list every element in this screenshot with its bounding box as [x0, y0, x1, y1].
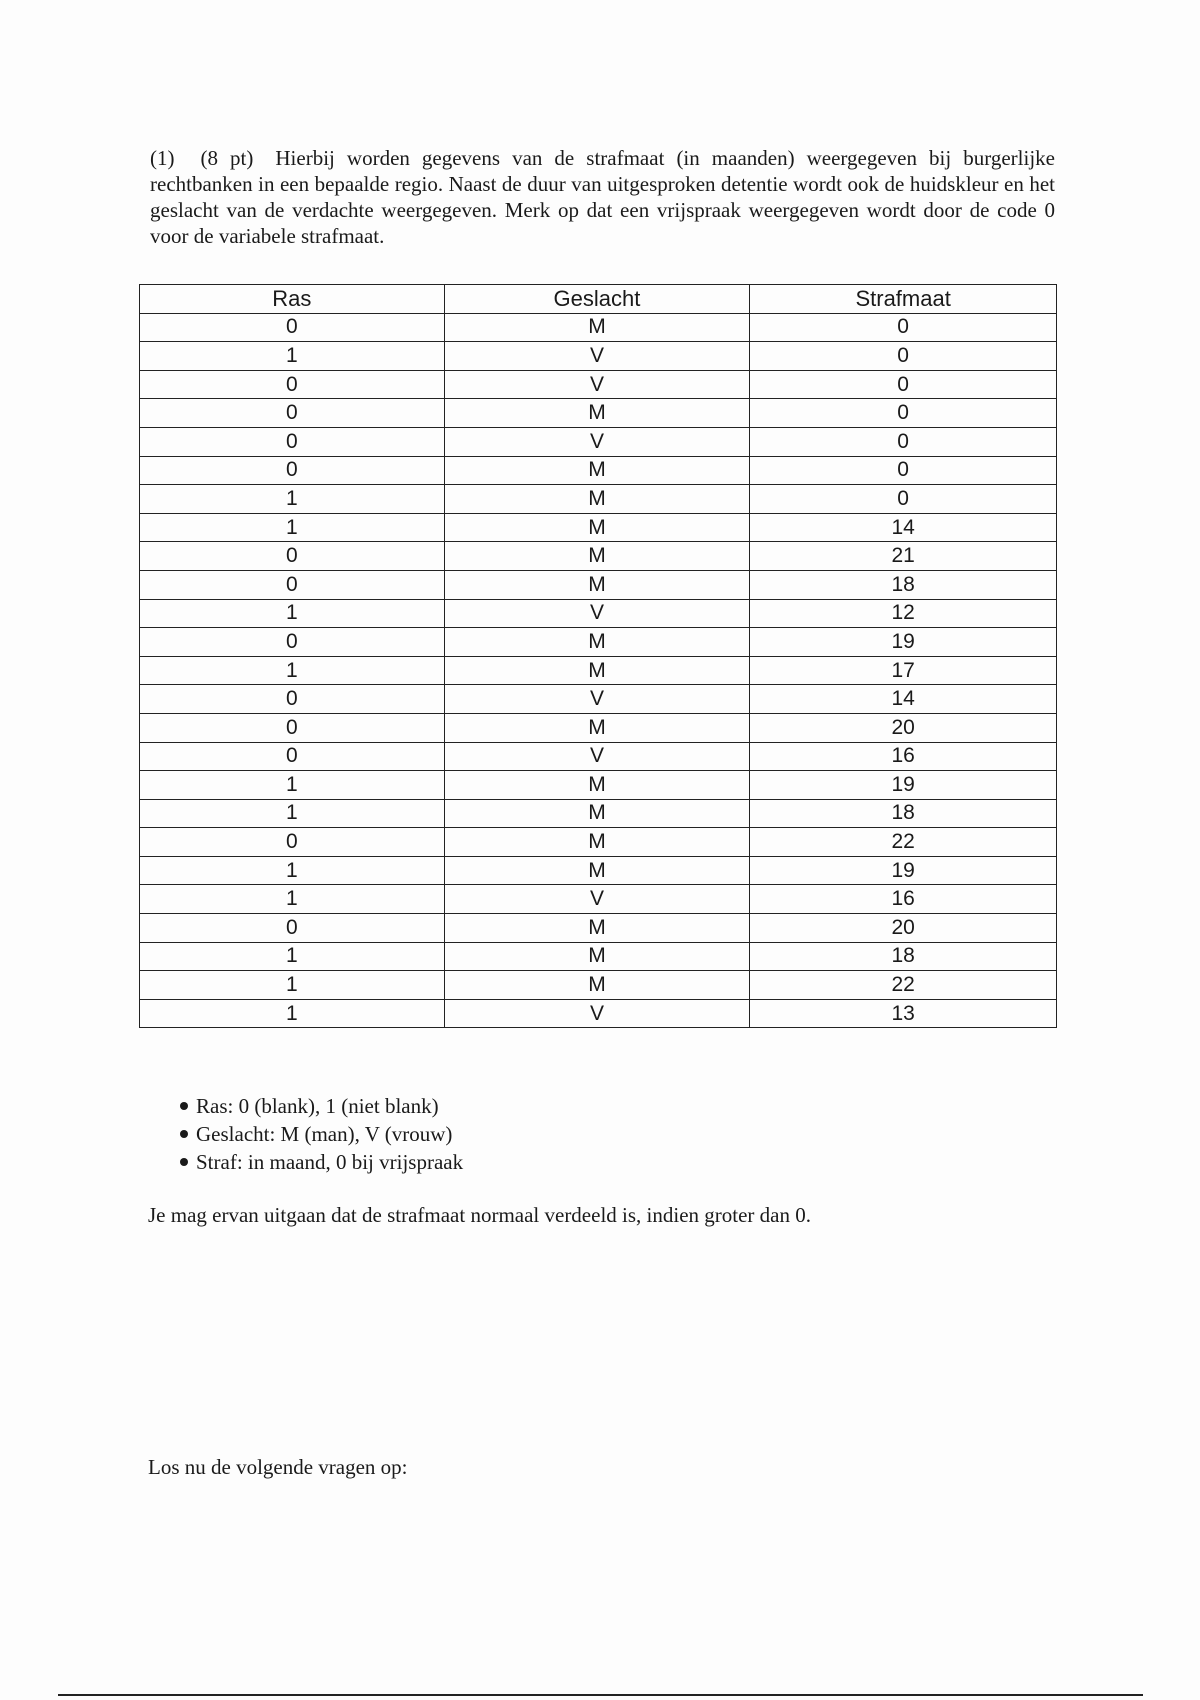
table-row: [140, 942, 1057, 971]
cell-geslacht: M: [444, 570, 750, 599]
table-row: [140, 685, 1057, 714]
cell-strafmaat: 0: [750, 427, 1057, 456]
cell-ras: 0: [140, 828, 445, 857]
table-row: [140, 485, 1057, 514]
table-row: [140, 656, 1057, 685]
cell-geslacht: M: [444, 971, 750, 1000]
cell-geslacht: M: [444, 542, 750, 571]
bullet-icon: [180, 1130, 188, 1138]
bullet-icon: [180, 1158, 188, 1166]
header-strafmaat: Strafmaat: [750, 285, 1057, 314]
cell-ras: 0: [140, 370, 445, 399]
distribution-note: Je mag ervan uitgaan dat de strafmaat normaal verdeeld is, indien groter dan 0.: [148, 1203, 811, 1227]
cell-geslacht: V: [444, 685, 750, 714]
cell-ras: 1: [140, 971, 445, 1000]
table-row: [140, 313, 1057, 342]
cell-geslacht: M: [444, 828, 750, 857]
table-row: [140, 570, 1057, 599]
legend-item: [180, 1092, 463, 1120]
bullet-icon: [180, 1102, 188, 1110]
cell-ras: 1: [140, 656, 445, 685]
cell-strafmaat: 20: [750, 914, 1057, 943]
cell-strafmaat: 0: [750, 456, 1057, 485]
cell-geslacht: V: [444, 742, 750, 771]
cell-ras: 1: [140, 799, 445, 828]
cell-strafmaat: 0: [750, 370, 1057, 399]
table-row: [140, 427, 1057, 456]
cell-strafmaat: 22: [750, 971, 1057, 1000]
cell-geslacht: M: [444, 456, 750, 485]
cell-strafmaat: 19: [750, 628, 1057, 657]
table-row: [140, 999, 1057, 1028]
table-row: [140, 399, 1057, 428]
cell-strafmaat: 18: [750, 942, 1057, 971]
table-row: [140, 742, 1057, 771]
cell-ras: 0: [140, 456, 445, 485]
cell-strafmaat: 19: [750, 856, 1057, 885]
cell-geslacht: V: [444, 427, 750, 456]
header-ras: Ras: [140, 285, 445, 314]
table-row: [140, 370, 1057, 399]
cell-strafmaat: 14: [750, 685, 1057, 714]
legend-text: Geslacht: M (man), V (vrouw): [196, 1122, 453, 1146]
header-geslacht: Geslacht: [444, 285, 750, 314]
legend-text: Ras: 0 (blank), 1 (niet blank): [196, 1094, 439, 1118]
cell-geslacht: V: [444, 370, 750, 399]
cell-ras: 1: [140, 599, 445, 628]
cell-ras: 0: [140, 742, 445, 771]
table-row: [140, 542, 1057, 571]
cell-geslacht: V: [444, 342, 750, 371]
cell-ras: 1: [140, 771, 445, 800]
cell-ras: 1: [140, 485, 445, 514]
legend-list: [180, 1092, 463, 1176]
legend-item: [180, 1148, 463, 1176]
cell-geslacht: M: [444, 856, 750, 885]
cell-strafmaat: 14: [750, 513, 1057, 542]
cell-geslacht: M: [444, 399, 750, 428]
cell-geslacht: V: [444, 599, 750, 628]
cell-ras: 0: [140, 313, 445, 342]
cell-strafmaat: 18: [750, 570, 1057, 599]
cell-geslacht: M: [444, 771, 750, 800]
data-table: [139, 284, 1057, 1028]
legend-text: Straf: in maand, 0 bij vrijspraak: [196, 1150, 464, 1174]
cell-geslacht: M: [444, 485, 750, 514]
cell-ras: 1: [140, 885, 445, 914]
cell-strafmaat: 21: [750, 542, 1057, 571]
cell-strafmaat: 12: [750, 599, 1057, 628]
table-row: [140, 971, 1057, 1000]
table-row: [140, 828, 1057, 857]
legend-item: [180, 1120, 463, 1148]
table-row: [140, 856, 1057, 885]
table-body: [140, 313, 1057, 1028]
cell-geslacht: M: [444, 942, 750, 971]
cell-strafmaat: 0: [750, 342, 1057, 371]
cell-ras: 1: [140, 856, 445, 885]
cell-strafmaat: 13: [750, 999, 1057, 1028]
cell-strafmaat: 17: [750, 656, 1057, 685]
cell-geslacht: M: [444, 313, 750, 342]
table-row: [140, 599, 1057, 628]
cell-ras: 0: [140, 628, 445, 657]
table-row: [140, 713, 1057, 742]
question-points: (8 pt): [200, 146, 254, 170]
table-row: [140, 885, 1057, 914]
table-row: [140, 342, 1057, 371]
cell-ras: 1: [140, 513, 445, 542]
cell-geslacht: M: [444, 513, 750, 542]
table-row: [140, 771, 1057, 800]
table-row: [140, 799, 1057, 828]
table-row: [140, 456, 1057, 485]
cell-ras: 0: [140, 914, 445, 943]
cell-geslacht: V: [444, 999, 750, 1028]
cell-geslacht: M: [444, 656, 750, 685]
question-text: Hierbij worden gegevens van de strafmaat (in maanden) weergegeven bij burgerlijke rechtbanken in een bepaalde regio. Naast de duur van uitgesproken detentie wordt ook de huidskleur en het geslacht van de verdachte weergegeven. Merk op dat een vrijspraak weergegeven wordt door de code 0 voor de variabele strafmaat.: [150, 146, 1055, 248]
bottom-divider: [58, 1694, 1143, 1696]
instruction-text: Los nu de volgende vragen op:: [148, 1455, 408, 1479]
cell-geslacht: M: [444, 914, 750, 943]
cell-strafmaat: 20: [750, 713, 1057, 742]
cell-ras: 0: [140, 427, 445, 456]
cell-strafmaat: 16: [750, 742, 1057, 771]
cell-geslacht: M: [444, 799, 750, 828]
cell-ras: 1: [140, 942, 445, 971]
table-header-row: [140, 285, 1057, 314]
question-intro: [150, 145, 1055, 249]
cell-ras: 1: [140, 999, 445, 1028]
cell-ras: 0: [140, 713, 445, 742]
cell-strafmaat: 19: [750, 771, 1057, 800]
table-row: [140, 628, 1057, 657]
cell-strafmaat: 0: [750, 399, 1057, 428]
cell-strafmaat: 0: [750, 485, 1057, 514]
cell-geslacht: M: [444, 713, 750, 742]
cell-strafmaat: 0: [750, 313, 1057, 342]
cell-ras: 1: [140, 342, 445, 371]
table-row: [140, 914, 1057, 943]
cell-geslacht: M: [444, 628, 750, 657]
question-number: (1): [150, 146, 175, 170]
cell-strafmaat: 18: [750, 799, 1057, 828]
cell-ras: 0: [140, 685, 445, 714]
cell-ras: 0: [140, 570, 445, 599]
cell-ras: 0: [140, 399, 445, 428]
cell-ras: 0: [140, 542, 445, 571]
cell-geslacht: V: [444, 885, 750, 914]
cell-strafmaat: 16: [750, 885, 1057, 914]
table-row: [140, 513, 1057, 542]
cell-strafmaat: 22: [750, 828, 1057, 857]
